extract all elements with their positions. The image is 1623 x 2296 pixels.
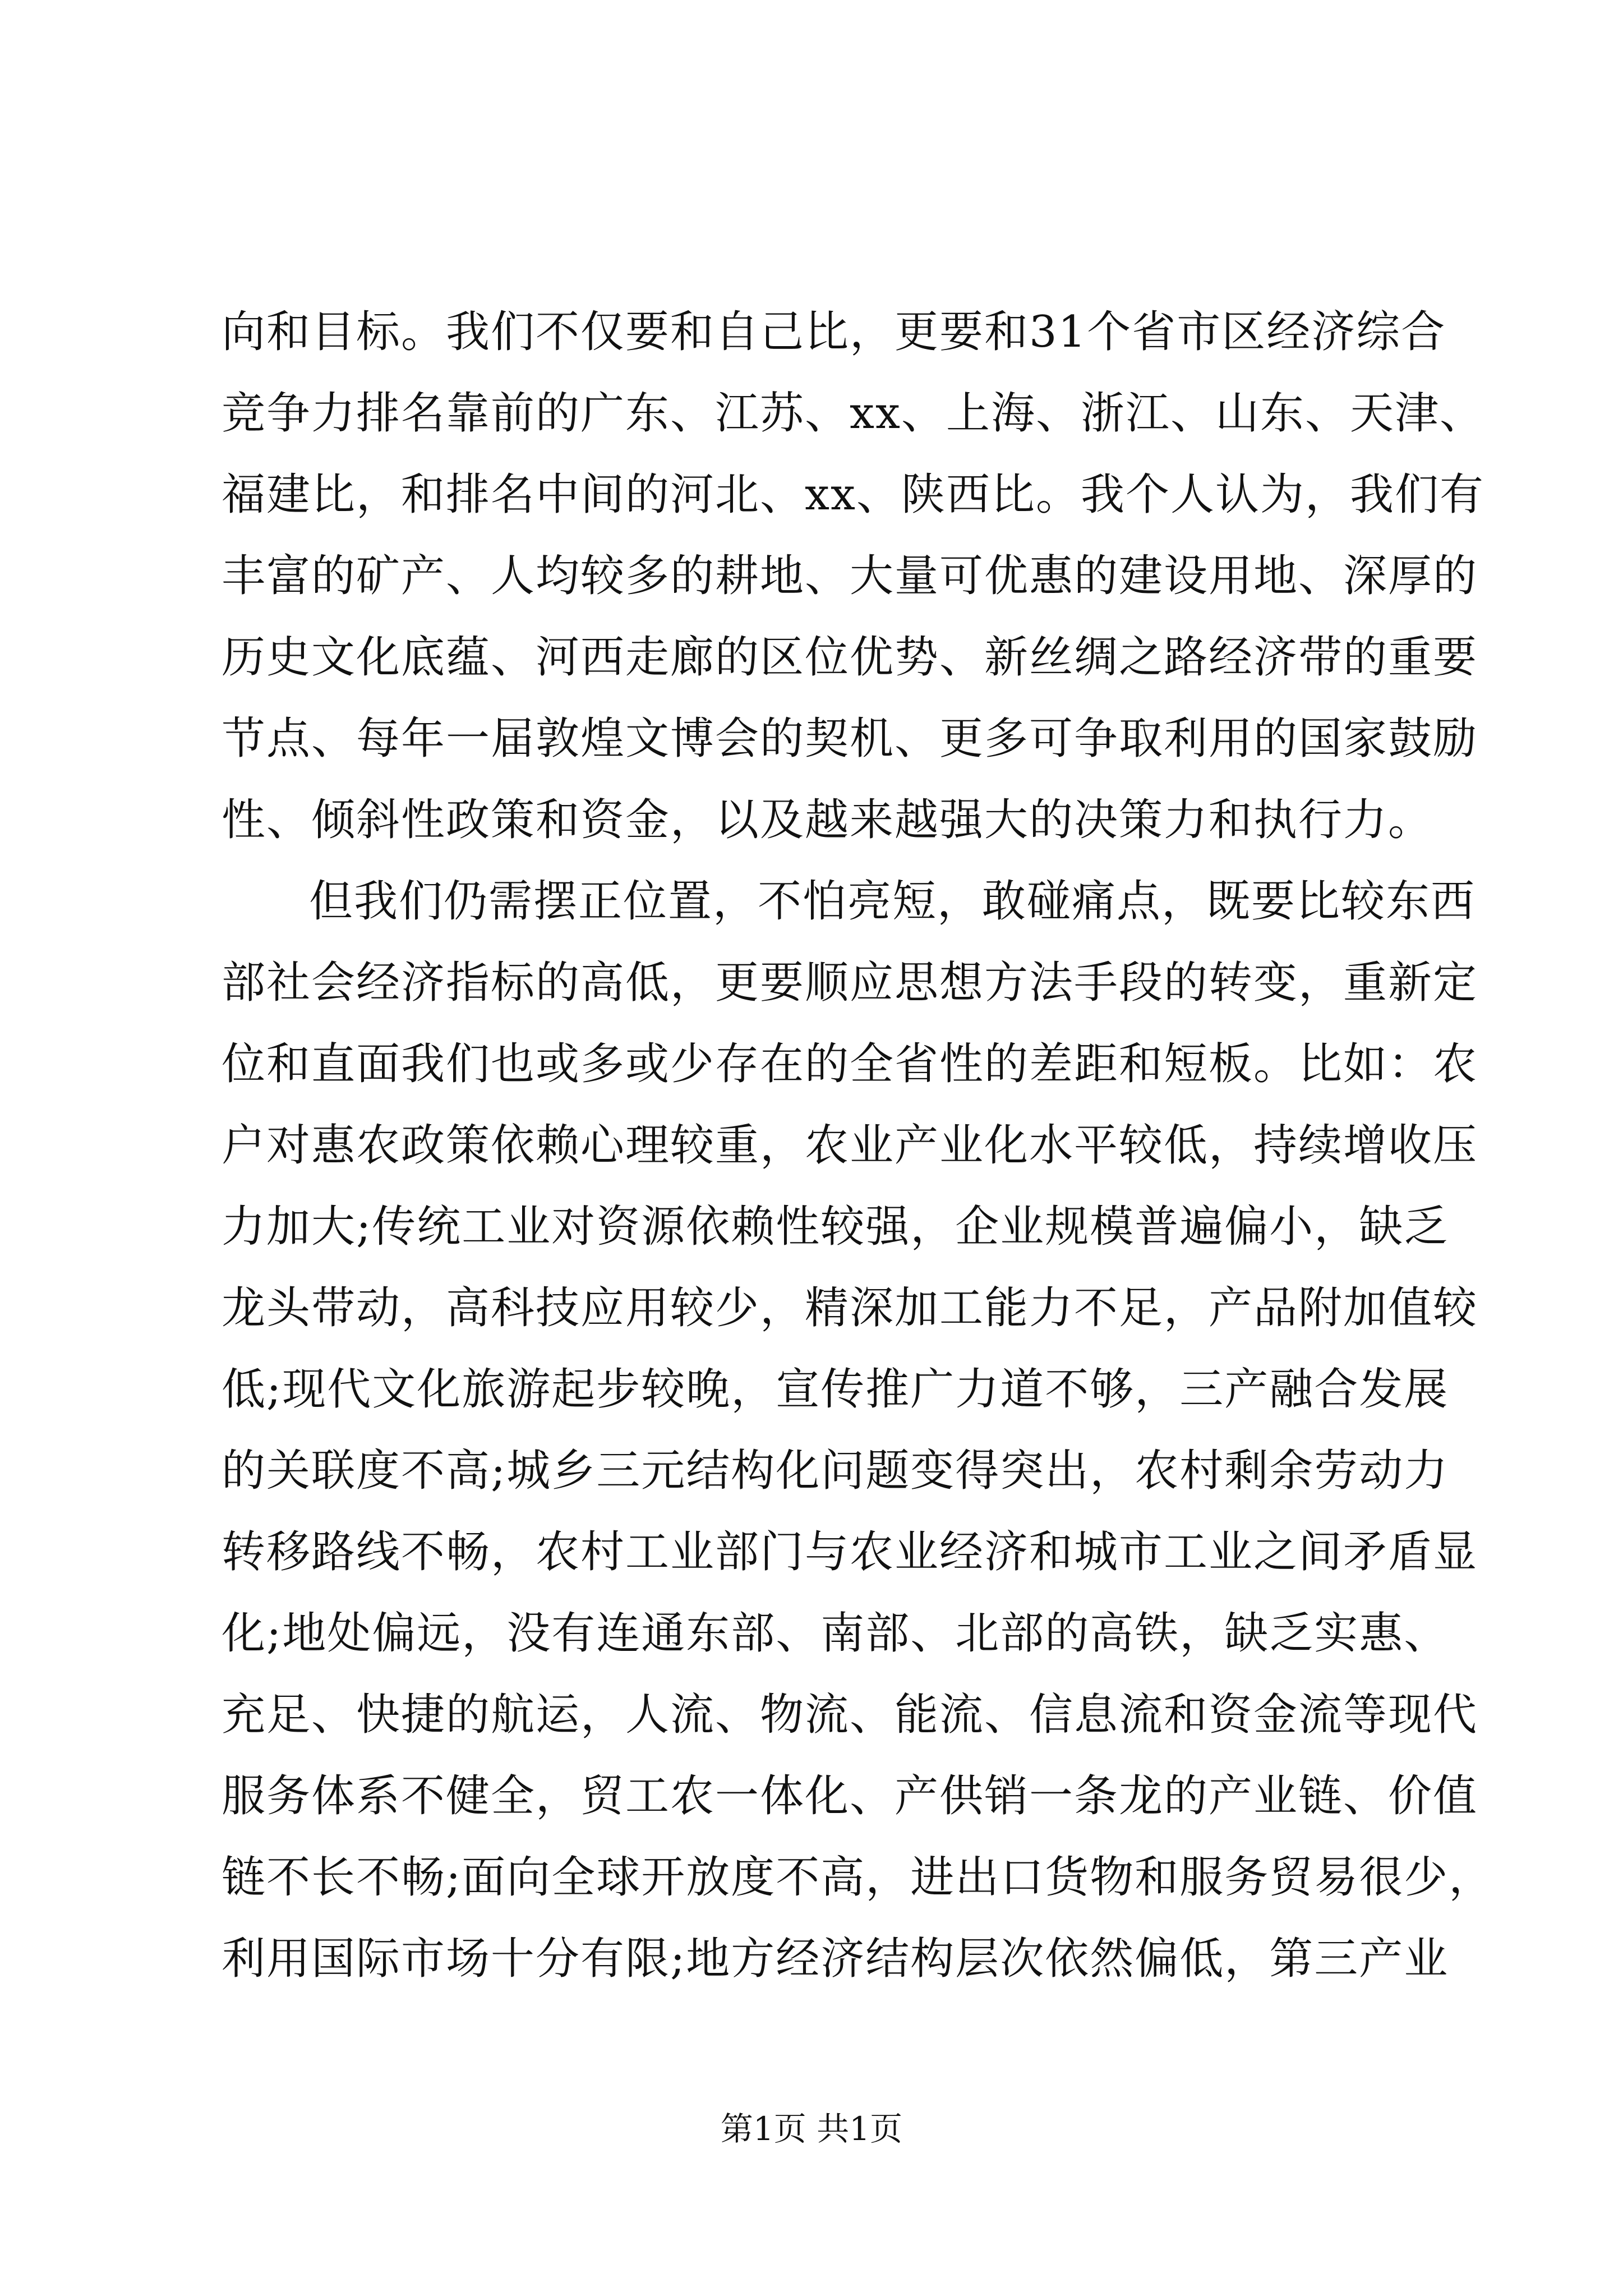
paragraph-1-line-4: 丰富的矿产、人均较多的耕地、大量可优惠的建设用地、深厚的 <box>222 551 1478 601</box>
paragraph-2-line-12: 服务体系不健全，贸工农一体化、产供销一条龙的产业链、价值 <box>222 1771 1478 1821</box>
paragraph-2-line-3: 位和直面我们也或多或少存在的全省性的差距和短板。比如：农 <box>222 1039 1478 1089</box>
paragraph-2-line-10: 化;地处偏远，没有连通东部、南部、北部的高铁，缺乏实惠、 <box>222 1608 1449 1659</box>
page-number-footer: 第1页 共1页 <box>720 2110 903 2148</box>
document-body <box>222 292 1494 2000</box>
paragraph-2-line-13: 链不长不畅;面向全球开放度不高，进出口货物和服务贸易很少， <box>222 1852 1494 1903</box>
paragraph-2-line-2: 部社会经济指标的高低，更要顺应思想方法手段的转变，重新定 <box>222 958 1478 1008</box>
paragraph-1-line-7: 性、倾斜性政策和资金，以及越来越强大的决策力和执行力。 <box>222 795 1433 845</box>
paragraph-2-line-5: 力加大;传统工业对资源依赖性较强，企业规模普遍偏小，缺乏 <box>222 1202 1449 1252</box>
paragraph-2-line-11: 充足、快捷的航运，人流、物流、能流、信息流和资金流等现代 <box>222 1690 1478 1740</box>
paragraph-2-line-14: 利用国际市场十分有限;地方经济结构层次依然偏低，第三产业 <box>222 1934 1449 1984</box>
paragraph-1-line-2: 竞争力排名靠前的广东、江苏、xx、上海、浙江、山东、天津、 <box>222 388 1484 439</box>
paragraph-1-line-5: 历史文化底蕴、河西走廊的区位优势、新丝绸之路经济带的重要 <box>222 632 1478 683</box>
paragraph-1-line-3: 福建比，和排名中间的河北、xx、陕西比。我个人认为，我们有 <box>222 470 1484 520</box>
paragraph-2-line-9: 转移路线不畅，农村工业部门与农业经济和城市工业之间矛盾显 <box>222 1527 1478 1577</box>
paragraph-1-line-6: 节点、每年一届敦煌文博会的契机、更多可争取利用的国家鼓励 <box>222 714 1478 764</box>
paragraph-2-line-7: 低;现代文化旅游起步较晚，宣传推广力道不够，三产融合发展 <box>222 1364 1449 1415</box>
paragraph-2-line-4: 户对惠农政策依赖心理较重，农业产业化水平较低，持续增收压 <box>222 1120 1478 1171</box>
paragraph-1-line-1: 向和目标。我们不仅要和自己比，更要和31个省市区经济综合 <box>222 307 1446 357</box>
paragraph-2-line-1: 但我们仍需摆正位置，不怕亮短，敢碰痛点，既要比较东西 <box>309 876 1476 927</box>
paragraph-2-line-8: 的关联度不高;城乡三元结构化问题变得突出，农村剩余劳动力 <box>222 1446 1449 1496</box>
paragraph-2-line-6: 龙头带动，高科技应用较少，精深加工能力不足，产品附加值较 <box>222 1283 1478 1333</box>
